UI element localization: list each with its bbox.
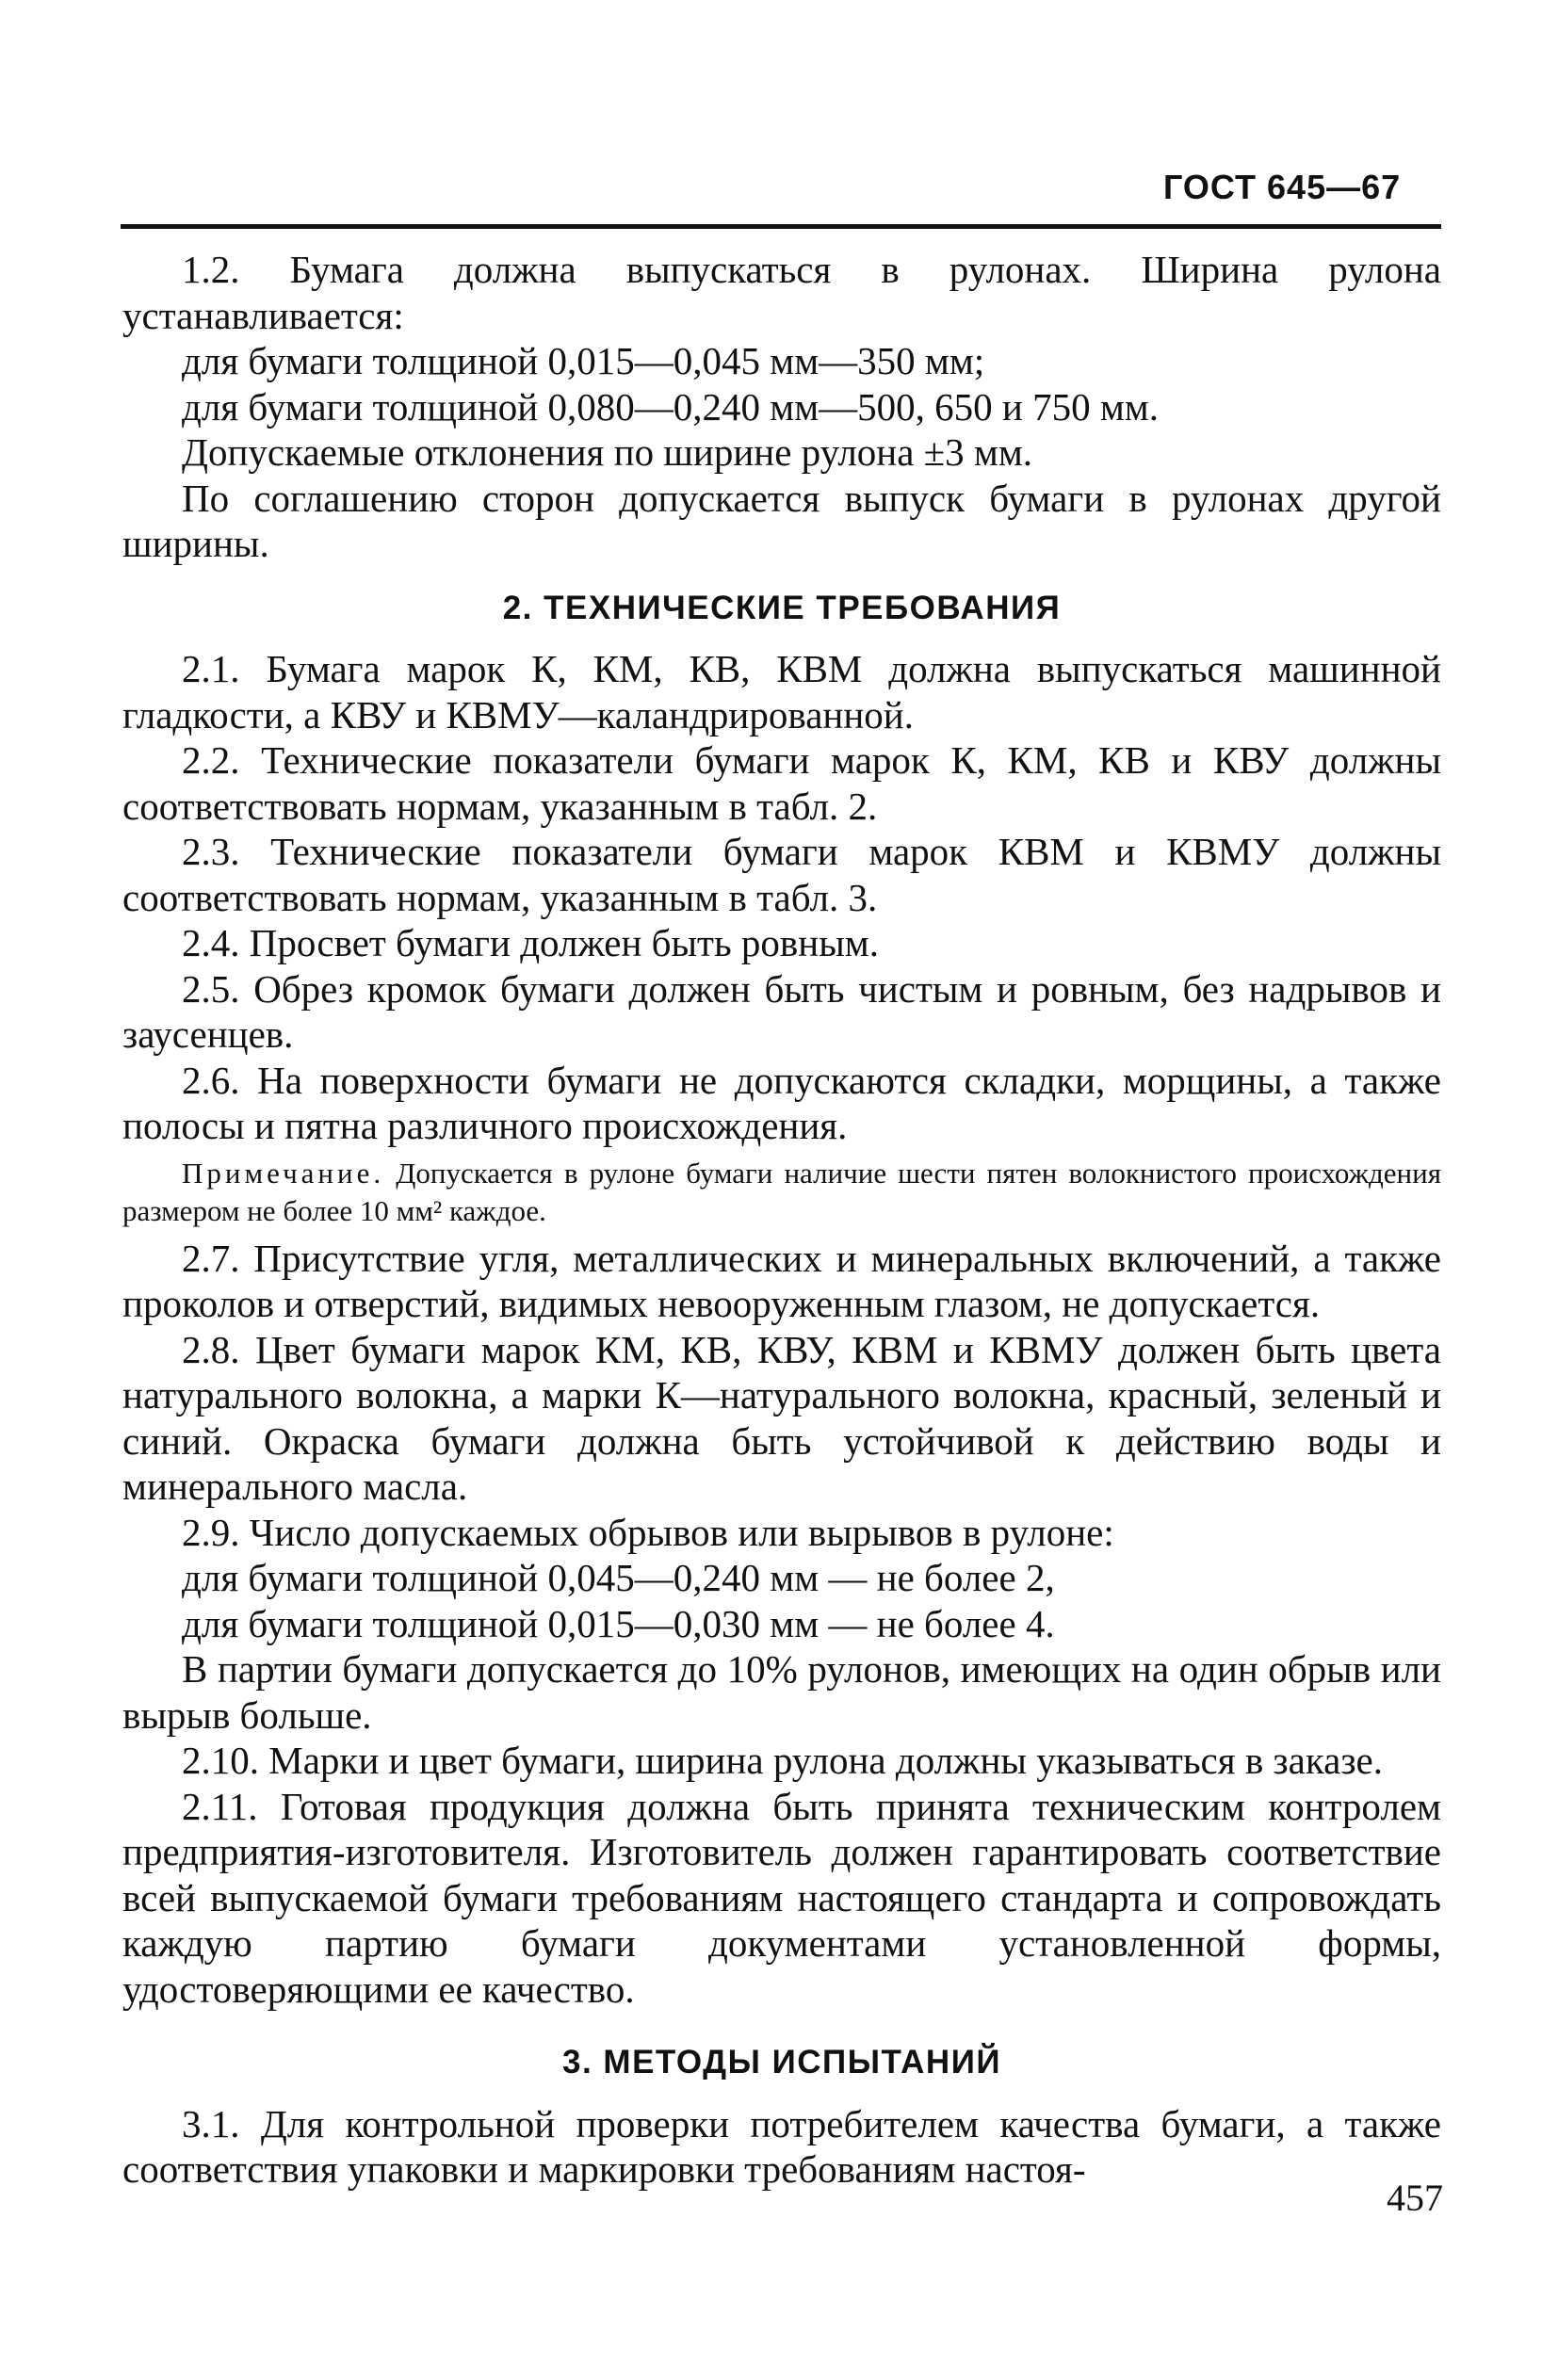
paragraph-2-3: 2.3. Технические показатели бумаги марок КВМ и КВМУ должны соответствовать нормам, указанным в табл. 3. (122, 830, 1441, 919)
breaks-line-thin: для бумаги толщиной 0,015—0,030 мм — не более 4. (182, 1601, 1055, 1645)
width-line-thin: для бумаги толщиной 0,015—0,045 мм—350 мм; (182, 339, 985, 382)
note-label: Примечание. (182, 1156, 385, 1190)
width-tolerance: Допускаемые отклонения по ширине рулона ±3 мм. (182, 430, 1033, 474)
paragraph-2-11: 2.11. Готовая продукция должна быть принята техническим контролем предприятия-изготовителя. Изготовитель должен гарантировать соответствие всей выпускаемой бумаги требованиям настоящего стандарта и сопровождать каждую партию бумаги документами установленной формы, удостоверяющими ее качество. (122, 1784, 1441, 2011)
paragraph-2-4: 2.4. Просвет бумаги должен быть ровным. (182, 921, 879, 964)
paragraph-1-2-intro: 1.2. Бумага должна выпускаться в рулонах. Ширина рулона устанавливается: (122, 248, 1441, 337)
width-agreement: По соглашению сторон допускается выпуск бумаги в рулонах другой ширины. (122, 476, 1441, 565)
width-line-thick: для бумаги толщиной 0,080—0,240 мм—500, 650 и 750 мм. (182, 384, 1159, 429)
paragraph-2-9: 2.9. Число допускаемых обрывов или вырывов в рулоне: (182, 1510, 1114, 1554)
paragraph-2-7: 2.7. Присутствие угля, металлических и минеральных включений, а также проколов и отверстий, видимых невооруженным глазом, не допускается. (122, 1236, 1441, 1325)
paragraph-2-2: 2.2. Технические показатели бумаги марок К, КМ, КВ и КВУ должны соответствовать нормам, указанным в табл. 2. (122, 738, 1441, 828)
paragraph-2-5: 2.5. Обрез кромок бумаги должен быть чистым и ровным, без надрывов и заусенцев. (122, 966, 1441, 1056)
section-3-title: 3. МЕТОДЫ ИСПЫТАНИЙ (562, 2044, 1001, 2080)
paragraph-2-9-batch: В партии бумаги допускается до 10% рулонов, имеющих на один обрыв или вырыв больше. (122, 1647, 1441, 1737)
standard-code-header: ГОСТ 645—67 (1163, 168, 1402, 206)
paragraph-2-10: 2.10. Марки и цвет бумаги, ширина рулона должны указываться в заказе. (182, 1739, 1383, 1782)
paragraph-2-1: 2.1. Бумага марок К, КМ, КВ, КВМ должна выпускаться машинной гладкости, а КВУ и КВМУ—каландрированной. (122, 647, 1441, 737)
paragraph-2-6: 2.6. На поверхности бумаги не допускаются складки, морщины, а также полосы и пятна различного происхождения. (122, 1058, 1441, 1147)
breaks-line-thick: для бумаги толщиной 0,045—0,240 мм — не более 2, (182, 1556, 1055, 1599)
paragraph-2-8: 2.8. Цвет бумаги марок КМ, КВ, КВУ, КВМ и КВМУ должен быть цвета натурального волокна, а марки К—натурального волокна, красный, зеленый и синий. Окраска бумаги должна быть устойчивой к действию воды и минерального масла. (122, 1327, 1441, 1508)
note (122, 1155, 1441, 1230)
header-rule (121, 224, 1441, 229)
section-2-title: 2. ТЕХНИЧЕСКИЕ ТРЕБОВАНИЯ (502, 589, 1062, 626)
document-body (122, 247, 1441, 2193)
page-number: 457 (1387, 2177, 1443, 2219)
paragraph-3-1: 3.1. Для контрольной проверки потребителем качества бумаги, а также соответствия упаковки и маркировки требованиям настоя- (122, 2101, 1441, 2191)
note-text: Допускается в рулоне бумаги наличие шести пятен волокнистого происхождения размером не более 10 мм² каждое. (122, 1156, 1441, 1227)
